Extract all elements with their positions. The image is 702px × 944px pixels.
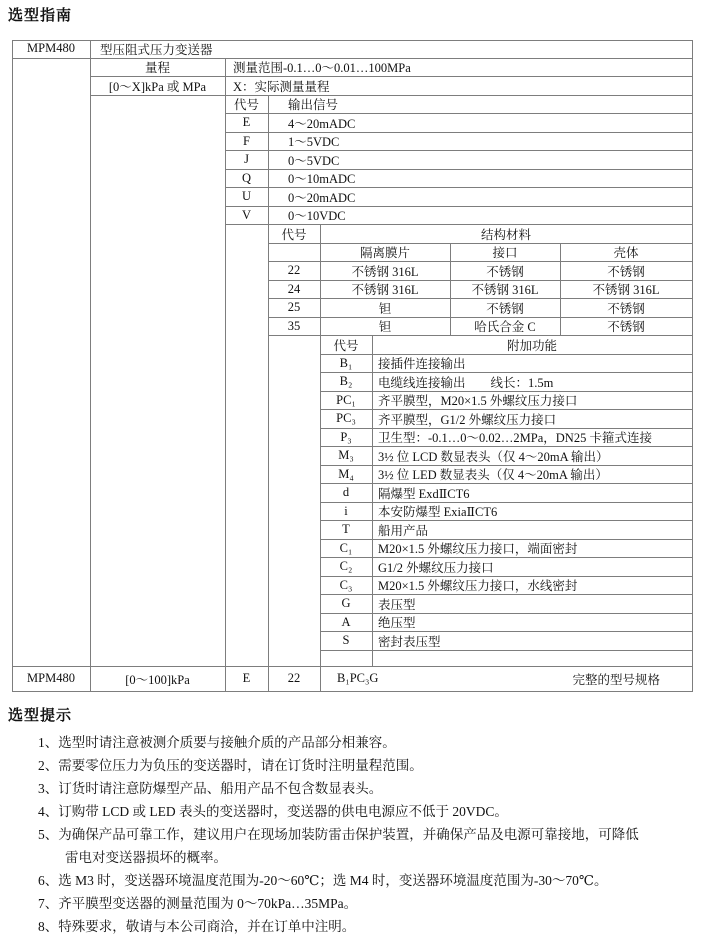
output-row — [225, 114, 692, 133]
addons-row — [320, 410, 692, 429]
materials-row-housing: 不锈钢 — [607, 301, 645, 316]
addons-row-code: G — [341, 596, 351, 611]
addons-row-code: P₃ — [340, 429, 352, 444]
addons-row — [320, 429, 692, 448]
output-code-header: 代号 — [233, 98, 259, 113]
page-title: 选型指南 — [8, 8, 73, 24]
materials-row-port: 不锈钢 316L — [471, 283, 539, 298]
example-model: MPM480 — [27, 671, 75, 685]
output-desc: 1～5VDC — [288, 135, 340, 150]
materials-row-housing: 不锈钢 — [607, 264, 645, 279]
example-row — [12, 666, 692, 691]
output-row — [225, 151, 692, 170]
ladder-line — [692, 40, 693, 691]
addons-row-code: B₁ — [339, 355, 353, 370]
addons-row-code: T — [342, 522, 350, 537]
output-desc: 4～20mADC — [288, 116, 356, 131]
output-desc: 0～10VDC — [288, 209, 346, 224]
addons-row-desc: 卫生型：-0.1…0～0.02…2MPa，DN25 卡箍式连接 — [378, 431, 652, 446]
example-range: [0～100]kPa — [125, 672, 190, 687]
addons-row-code: C₂ — [339, 559, 353, 574]
tip-item: 8、特殊要求，敬请与本公司商洽，并在订单中注明。 — [38, 919, 356, 934]
output-desc: 0～20mADC — [288, 190, 356, 205]
range-format: [0～X]kPa 或 MPa — [108, 79, 207, 94]
materials-row-port: 哈氏合金 C — [474, 320, 536, 335]
materials-code-blank — [268, 244, 320, 262]
tip-item: 3、订货时请注意防爆型产品、船用产品不包含数显表头。 — [38, 781, 383, 796]
output-desc: 0～5VDC — [288, 153, 340, 168]
addons-row-desc: 本安防爆型 ExiaⅡCT6 — [378, 505, 498, 520]
example-label: 完整的型号规格 — [572, 672, 660, 687]
tip-item: 7、齐平膜型变送器的测量范围为 0～70kPa…35MPa。 — [38, 896, 358, 911]
addons-row-desc: 电缆线连接输出 线长：1.5m — [378, 375, 554, 390]
addons-row-desc: 密封表压型 — [378, 634, 441, 649]
materials-row-housing: 不锈钢 — [607, 320, 645, 335]
range-section — [90, 59, 692, 96]
addons-row-desc: M20×1.5 外螺纹压力接口，端面密封 — [378, 542, 578, 557]
materials-row-housing: 不锈钢 316L — [592, 283, 660, 298]
materials-col-housing: 壳体 — [613, 246, 639, 261]
addons-row — [320, 540, 692, 559]
addons-row-desc: 接插件连接输出 — [378, 357, 466, 372]
output-header-row — [225, 96, 692, 115]
output-code: U — [241, 189, 252, 204]
addons-row — [320, 595, 692, 614]
model-section — [12, 40, 692, 59]
materials-row — [268, 281, 692, 300]
output-code: Q — [241, 170, 252, 185]
addons-row-desc: 3½ 位 LED 数显表头（仅 4～20mA 输出） — [378, 468, 608, 483]
materials-code-header: 代号 — [281, 227, 307, 242]
materials-row — [268, 318, 692, 337]
output-title: 输出信号 — [288, 98, 339, 113]
materials-row-port: 不锈钢 — [486, 264, 524, 279]
output-code: J — [244, 152, 249, 167]
addons-row-desc: G1/2 外螺纹压力接口 — [378, 560, 494, 575]
output-desc: 0～10mADC — [288, 172, 356, 187]
range-row — [90, 59, 692, 78]
tip-item: 2、需要零位压力为负压的变送器时，请在订货时注明量程范围。 — [38, 758, 423, 773]
materials-col-port: 接口 — [492, 246, 518, 261]
materials-row-code: 25 — [287, 300, 301, 315]
addons-row-code: PC₁ — [336, 392, 356, 407]
addons-row — [320, 503, 692, 522]
addons-row-code: C₁ — [339, 540, 353, 555]
tip-item: 5、为确保产品可靠工作，建议用户在现场加装防雷击保护装置，并确保产品及电源可靠接地，可降低雷电对变送器损坏的概率。 — [38, 827, 639, 865]
output-row — [225, 133, 692, 152]
addons-row-code: PC₃ — [336, 411, 356, 426]
example-output: E — [242, 671, 251, 685]
addons-title: 附加功能 — [506, 338, 557, 353]
addons-row-desc: M20×1.5 外螺纹压力接口，水线密封 — [378, 579, 578, 594]
materials-row-diaphragm: 钽 — [378, 320, 392, 335]
addons-row-desc: 表压型 — [378, 597, 416, 612]
addons-code-header: 代号 — [333, 338, 359, 353]
output-code: F — [243, 133, 250, 148]
addons-row — [320, 392, 692, 411]
tip-item: 4、订购带 LCD 或 LED 表头的变送器时，变送器的供电电源应不低于 20VDC。 — [38, 804, 508, 819]
addons-row-code: M₄ — [338, 466, 354, 481]
addons-row — [320, 484, 692, 503]
materials-subheader-row — [268, 244, 692, 263]
addons-row — [320, 614, 692, 633]
materials-header-row — [268, 225, 692, 244]
model-code: MPM480 — [27, 41, 75, 56]
addons-row-desc: 隔爆型 ExdⅡCT6 — [378, 486, 470, 501]
model-name: 型压阻式压力变送器 — [100, 42, 213, 57]
addons-row — [320, 466, 692, 485]
addons-row-code: C₃ — [339, 577, 353, 592]
tip-item: 1、选型时请注意被测介质要与接触介质的产品部分相兼容。 — [38, 735, 396, 750]
addons-row — [320, 577, 692, 596]
rule-line — [12, 691, 693, 692]
addons-row — [320, 373, 692, 392]
tips-title: 选型提示 — [8, 708, 73, 724]
tip-item: 6、选 M3 时，变送器环境温度范围为-20～60℃；选 M4 时，变送器环境温度范围为-30～70℃。 — [38, 873, 608, 888]
materials-col-diaphragm: 隔离膜片 — [359, 246, 410, 261]
materials-row — [268, 262, 692, 281]
addons-row — [320, 355, 692, 374]
addons-header-row — [320, 336, 692, 355]
materials-section — [268, 225, 692, 336]
addons-row — [320, 521, 692, 540]
ladder-line — [90, 40, 91, 691]
addons-row-code: i — [344, 503, 348, 518]
addons-section — [320, 336, 692, 651]
materials-row-diaphragm: 不锈钢 316L — [351, 264, 419, 279]
addons-row — [320, 632, 692, 651]
output-row — [225, 188, 692, 207]
example-addons: B₁PC₃G — [337, 671, 379, 685]
output-row — [225, 170, 692, 189]
addons-row — [320, 558, 692, 577]
range-value: 测量范围-0.1…0～0.01…100MPa — [233, 61, 411, 76]
addons-row-code: S — [342, 633, 350, 648]
addons-row-code: M₃ — [338, 448, 354, 463]
range-label: 量程 — [144, 61, 170, 76]
addons-row-desc: 绝压型 — [378, 616, 416, 631]
materials-row-diaphragm: 不锈钢 316L — [351, 283, 419, 298]
output-code: E — [242, 115, 251, 130]
materials-row — [268, 299, 692, 318]
materials-row-code: 35 — [287, 318, 301, 333]
addons-row-desc: 船用产品 — [378, 523, 429, 538]
range-format-row — [90, 77, 692, 96]
addons-row-desc: 齐平膜型，G1/2 外螺纹压力接口 — [378, 412, 557, 427]
materials-title: 结构材料 — [480, 227, 531, 242]
addons-row-desc: 3½ 位 LCD 数显表头（仅 4～20mA 输出） — [378, 449, 609, 464]
tips-list — [38, 731, 652, 938]
addons-row-code: d — [342, 485, 350, 500]
output-code: V — [241, 207, 252, 222]
addons-row-code: B₂ — [339, 374, 353, 389]
materials-row-code: 24 — [287, 281, 301, 296]
materials-row-diaphragm: 钽 — [378, 301, 392, 316]
model-row — [12, 40, 692, 59]
output-section — [225, 96, 692, 226]
materials-row-port: 不锈钢 — [486, 301, 524, 316]
addons-row — [320, 447, 692, 466]
addons-row-desc: 齐平膜型，M20×1.5 外螺纹压力接口 — [378, 394, 578, 409]
addons-row-code: A — [341, 614, 351, 629]
ladder-line — [12, 40, 13, 691]
range-format-note: X：实际测量量程 — [233, 79, 330, 94]
materials-row-code: 22 — [287, 263, 301, 278]
example-material: 22 — [287, 671, 301, 685]
output-row — [225, 207, 692, 226]
